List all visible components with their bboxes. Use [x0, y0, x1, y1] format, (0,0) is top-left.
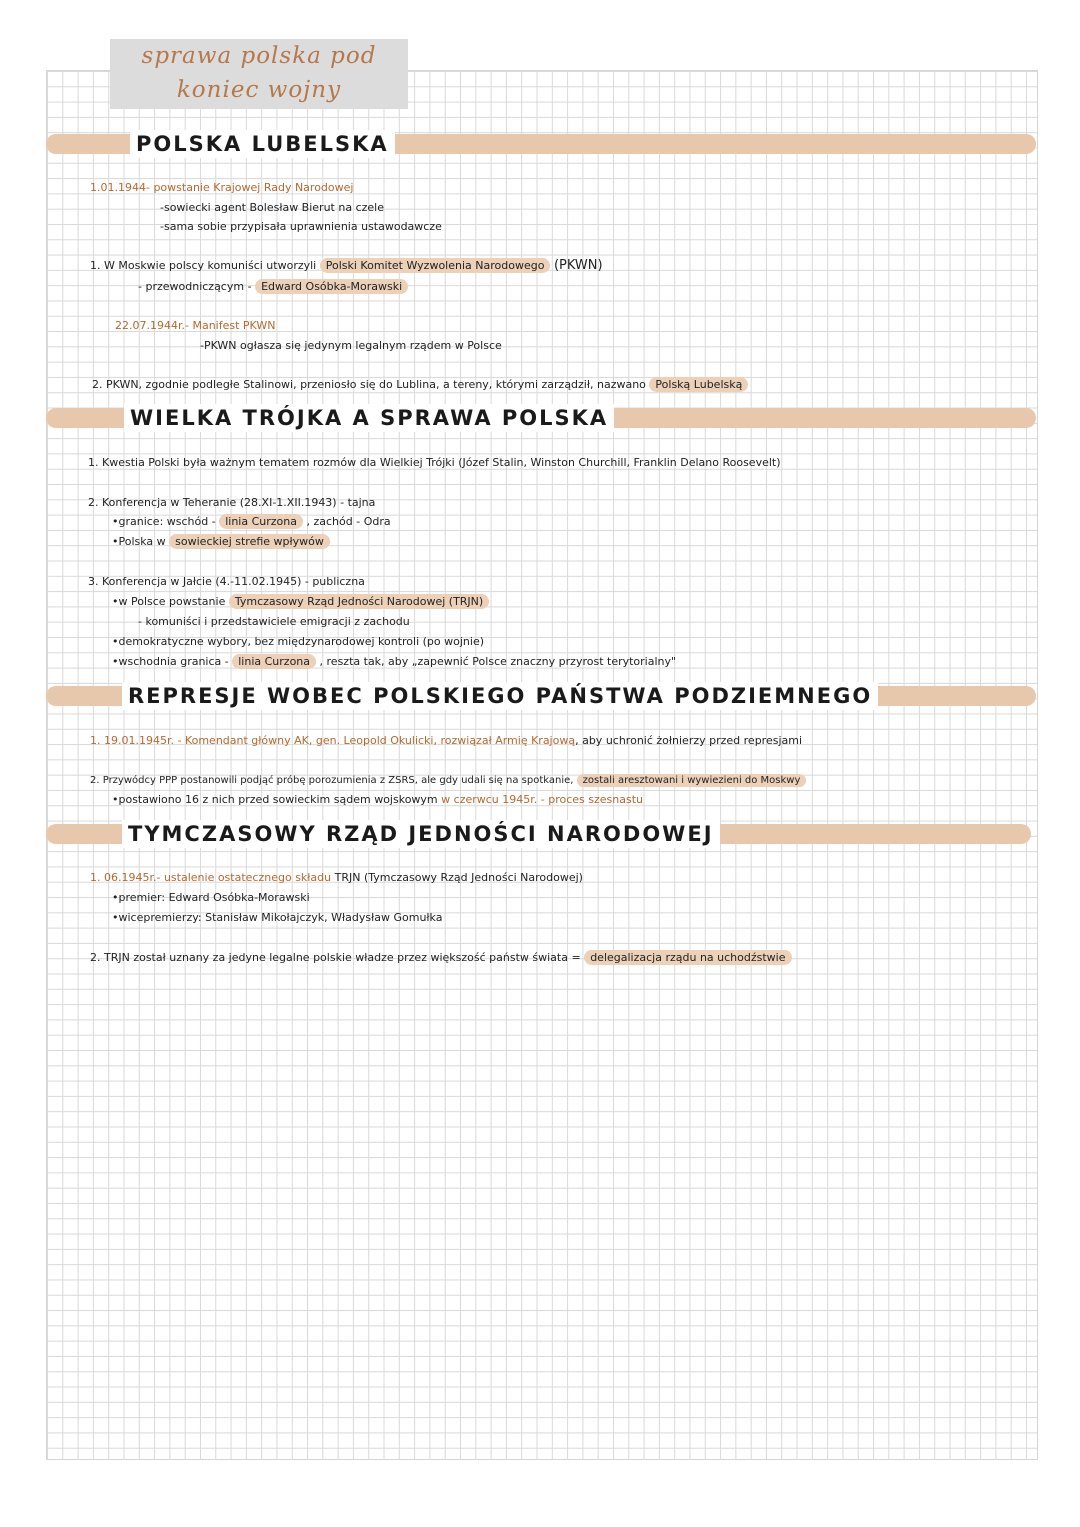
note-line: •Polska w sowieckiej strefie wpływów [112, 534, 330, 549]
note-line: 2. TRJN został uznany za jedyne legalne polskie władze przez większość państw świata = delegalizacja rządu na uchodźstwie [90, 950, 792, 965]
note-line: - przewodniczącym - Edward Osóbka-Morawski [138, 279, 408, 294]
note-line: -sowiecki agent Bolesław Bierut na czele [160, 201, 384, 214]
note-line: 2. Przywódcy PPP postanowili podjąć próbę porozumienia z ZSRS, ale gdy udali się na spotkanie, zostali aresztowani i wywiezieni do Moskwy [90, 773, 806, 788]
note-line: 2. PKWN, zgodnie podległe Stalinowi, przeniosło się do Lublina, a tereny, którymi zarządził, nazwano Polską Lubelską [92, 377, 748, 392]
note-line: •postawiono 16 z nich przed sowieckim sądem wojskowym w czerwcu 1945r. - proces szesnastu [112, 793, 644, 806]
note-line: •demokratyczne wybory, bez międzynarodowej kontroli (po wojnie) [112, 635, 485, 648]
note-line: 22.07.1944r.- Manifest PKWN [115, 319, 276, 332]
section-heading: REPRESJE WOBEC POLSKIEGO PAŃSTWA PODZIEMNEGO [122, 682, 878, 710]
note-line: •wicepremierzy: Stanisław Mikołajczyk, Władysław Gomułka [112, 911, 443, 924]
title-line-2: koniec wojny [176, 77, 342, 103]
note-line: •granice: wschód - linia Curzona , zachód - Odra [112, 515, 391, 528]
note-line: 2. Konferencja w Teheranie (28.XI-1.XII.1943) - tajna [88, 496, 376, 509]
section-heading: TYMCZASOWY RZĄD JEDNOŚCI NARODOWEJ [122, 820, 720, 848]
note-line: •wschodnia granica - linia Curzona , reszta tak, aby „zapewnić Polsce znaczny przyrost terytorialny" [112, 655, 677, 668]
title-box [110, 39, 408, 109]
note-line: •w Polsce powstanie Tymczasowy Rząd Jedności Narodowej (TRJN) [112, 594, 489, 609]
note-line: 1. 06.1945r.- ustalenie ostatecznego składu TRJN (Tymczasowy Rząd Jedności Narodowej) [90, 871, 583, 884]
note-line: 1.01.1944- powstanie Krajowej Rady Narodowej [90, 181, 354, 194]
note-line: -sama sobie przypisała uprawnienia ustawodawcze [160, 220, 442, 233]
title-line-1: sprawa polska pod [141, 43, 377, 69]
note-line: 1. W Moskwie polscy komuniści utworzyli Polski Komitet Wyzwolenia Narodowego (PKWN) [90, 258, 603, 273]
note-line: - komuniści i przedstawiciele emigracji z zachodu [138, 615, 410, 628]
note-line: -PKWN ogłasza się jedynym legalnym rządem w Polsce [200, 339, 502, 352]
section-heading: POLSKA LUBELSKA [130, 130, 395, 158]
note-line: 1. Kwestia Polski była ważnym tematem rozmów dla Wielkiej Trójki (Józef Stalin, Winston Churchill, Franklin Delano Roosevelt) [88, 456, 781, 469]
section-heading: WIELKA TRÓJKA A SPRAWA POLSKA [124, 404, 614, 432]
note-line: 1. 19.01.1945r. - Komendant główny AK, gen. Leopold Okulicki, rozwiązał Armię Krajową, aby uchronić żołnierzy przed represjami [90, 734, 803, 747]
note-line: •premier: Edward Osóbka-Morawski [112, 891, 310, 904]
note-line: 3. Konferencja w Jałcie (4.-11.02.1945) - publiczna [88, 575, 365, 588]
